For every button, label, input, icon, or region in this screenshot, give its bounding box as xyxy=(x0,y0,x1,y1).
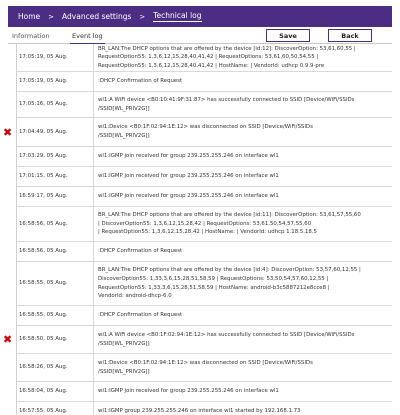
chevron-right-icon: > xyxy=(139,12,146,21)
log-message-line: wl1:IGMP join received for group 239.255.255.246 on interface wl1 xyxy=(98,193,279,200)
log-message-line: BR_LAN:The DHCP options that are offered by the device [id:11]: DiscoverOption: 53,61,57,55,60 xyxy=(98,212,361,219)
log-message xyxy=(93,242,392,261)
log-message-line: :DHCP Confirmation of Request xyxy=(98,248,183,255)
log-timestamp: 16:58:55, 05 Aug. xyxy=(19,280,68,287)
log-timestamp: 17:05:16, 05 Aug. xyxy=(19,101,68,108)
nav-technical-log-link[interactable]: Technical log xyxy=(153,11,202,20)
log-message-line: DiscoverOption55: 1,33,3,6,15,28,51,58,59 | RequestOptions: 53,50,54,57,60,12,55 | xyxy=(98,275,329,282)
back-button[interactable]: Back xyxy=(328,29,372,42)
log-timestamp: 16:59:17, 05 Aug. xyxy=(19,193,68,200)
tab-information[interactable]: Information xyxy=(12,31,50,40)
log-timestamp: 16:58:55, 05 Aug. xyxy=(19,312,68,319)
log-row xyxy=(17,187,392,207)
log-timestamp: 17:01:15, 05 Aug. xyxy=(19,173,68,180)
log-message xyxy=(93,118,392,146)
log-message xyxy=(93,306,392,325)
event-log-table xyxy=(16,44,392,415)
log-row xyxy=(17,44,392,72)
log-message-line: BR_LAN:The DHCP options that are offered by the device [id:12]: DiscoverOption: 53,61,60,55 | xyxy=(98,45,356,52)
nav-home-link[interactable]: Home xyxy=(18,12,41,21)
log-timestamp: 16:57:55, 05 Aug. xyxy=(19,408,68,415)
log-timestamp: 16:58:56, 05 Aug. xyxy=(19,220,68,227)
log-timestamp: 17:05:19, 05 Aug. xyxy=(19,78,68,85)
log-row xyxy=(17,306,392,326)
log-row xyxy=(17,147,392,167)
log-message-line: wl1:A WiFi device <B0:10:41:9F:31:87> has successfully connected to SSID [Device/WiFi/SSIDs xyxy=(98,96,355,103)
log-message-line: VendorId: android-dhcp-6.0 xyxy=(98,293,172,300)
log-row xyxy=(17,118,392,147)
log-timestamp: 17:03:29, 05 Aug. xyxy=(19,153,68,160)
log-row xyxy=(17,242,392,262)
log-timestamp: 17:04:49, 05 Aug. xyxy=(19,128,68,135)
log-timestamp: 17:05:19, 05 Aug. xyxy=(19,54,68,61)
chevron-right-icon: > xyxy=(48,12,55,21)
log-message-line: RequestOption55: 1,3,6,12,15,28,40,41,42 | HostName: | VendorId: udhcp 0.9.9-pre xyxy=(98,62,325,69)
nav-advanced-settings-link[interactable]: Advanced settings xyxy=(62,12,132,21)
top-navigation-bar xyxy=(8,6,392,27)
log-message-line: RequestOption55: 1,3,6,12,15,28,40,41,42 | RequestOptions: 53,61,60,50,54,55 | xyxy=(98,54,319,61)
log-message-line: RequestOption55: 1,33,3,6,15,28,51,58,59 | HostName: android-b3c5887212e8cce8 | xyxy=(98,284,330,291)
log-row xyxy=(17,167,392,187)
red-x-marker-icon: ✖ xyxy=(3,125,13,139)
log-message-line: wl1:IGMP join received for group 239.255.255.246 on interface wl1 xyxy=(98,153,279,160)
log-message-line: :DHCP Confirmation of Request xyxy=(98,312,183,319)
log-message xyxy=(93,44,392,71)
log-timestamp: 16:58:04, 05 Aug. xyxy=(19,388,68,395)
log-row xyxy=(17,382,392,402)
log-timestamp: 16:58:56, 05 Aug. xyxy=(19,248,68,255)
log-message-line: wl1:IGMP join received for group 239.255.255.246 on interface wl1 xyxy=(98,388,279,395)
log-message-line: /SSID[WL_PRIV2G]] xyxy=(98,133,150,139)
log-message xyxy=(93,147,392,166)
log-message xyxy=(93,72,392,91)
log-message-line: /SSID[WL_PRIV2G]] xyxy=(98,105,150,112)
log-row xyxy=(17,207,392,242)
log-row xyxy=(17,72,392,92)
log-message-line: wl1:A WiFi device <B0:1F:02:94:1E:12> has successfully connected to SSID [Device/WiFi/SSIDs xyxy=(98,331,355,338)
log-message-line: BR_LAN:The DHCP options that are offered by the device [id:4]: DiscoverOption: 53,57,60,12,55 | xyxy=(98,267,361,274)
save-button[interactable]: Save xyxy=(266,29,310,42)
log-message-line: | DiscoverOption55: 1,3,6,12,15,28,42 | RequestOptions: 53,61,50,54,57,55,60 xyxy=(98,220,312,227)
red-x-marker-icon: ✖ xyxy=(3,333,13,346)
log-message xyxy=(93,167,392,186)
log-message xyxy=(93,354,392,381)
log-message-line: wl1:IGMP group 239.255.255.246 on interface wl1 started by 192.168.1.73 xyxy=(98,408,301,415)
log-row xyxy=(17,354,392,382)
tab-event-log[interactable]: Event log xyxy=(72,29,103,42)
log-row xyxy=(17,402,392,415)
log-message-line: :DHCP Confirmation of Request xyxy=(98,78,183,85)
log-message xyxy=(93,187,392,206)
log-row xyxy=(17,262,392,306)
log-timestamp: 16:58:26, 05 Aug. xyxy=(19,364,68,371)
log-message-line: wl1:IGMP join received for group 239.255.255.246 on interface wl1 xyxy=(98,173,279,180)
log-timestamp: 16:58:50, 05 Aug. xyxy=(19,336,68,343)
log-message xyxy=(93,402,392,415)
log-message-line: wl1:Device <B0:1F:02:94:1E:12> was disconnected on SSID [Device/WiFi/SSIDs xyxy=(98,359,313,366)
log-message-line: /SSID[WL_PRIV2G]] xyxy=(98,340,150,347)
log-message-line: wl1:Device <B0:1F:02:94:1E:12> was disconnected on SSID [Device/WiFi/SSIDs xyxy=(98,124,313,131)
log-toolbar xyxy=(8,27,392,44)
log-message xyxy=(93,207,392,241)
log-message xyxy=(93,326,392,353)
log-message xyxy=(93,262,392,305)
log-message-line: /SSID[WL_PRIV2G]] xyxy=(98,368,150,375)
log-message xyxy=(93,382,392,401)
log-row xyxy=(17,326,392,354)
log-message-line: | RequestOption55: 1,3,6,12,15,28,42 | HostName: | VendorId: udhcp 1.18.5.18.5 xyxy=(98,229,317,236)
log-message xyxy=(93,92,392,117)
log-row xyxy=(17,92,392,118)
